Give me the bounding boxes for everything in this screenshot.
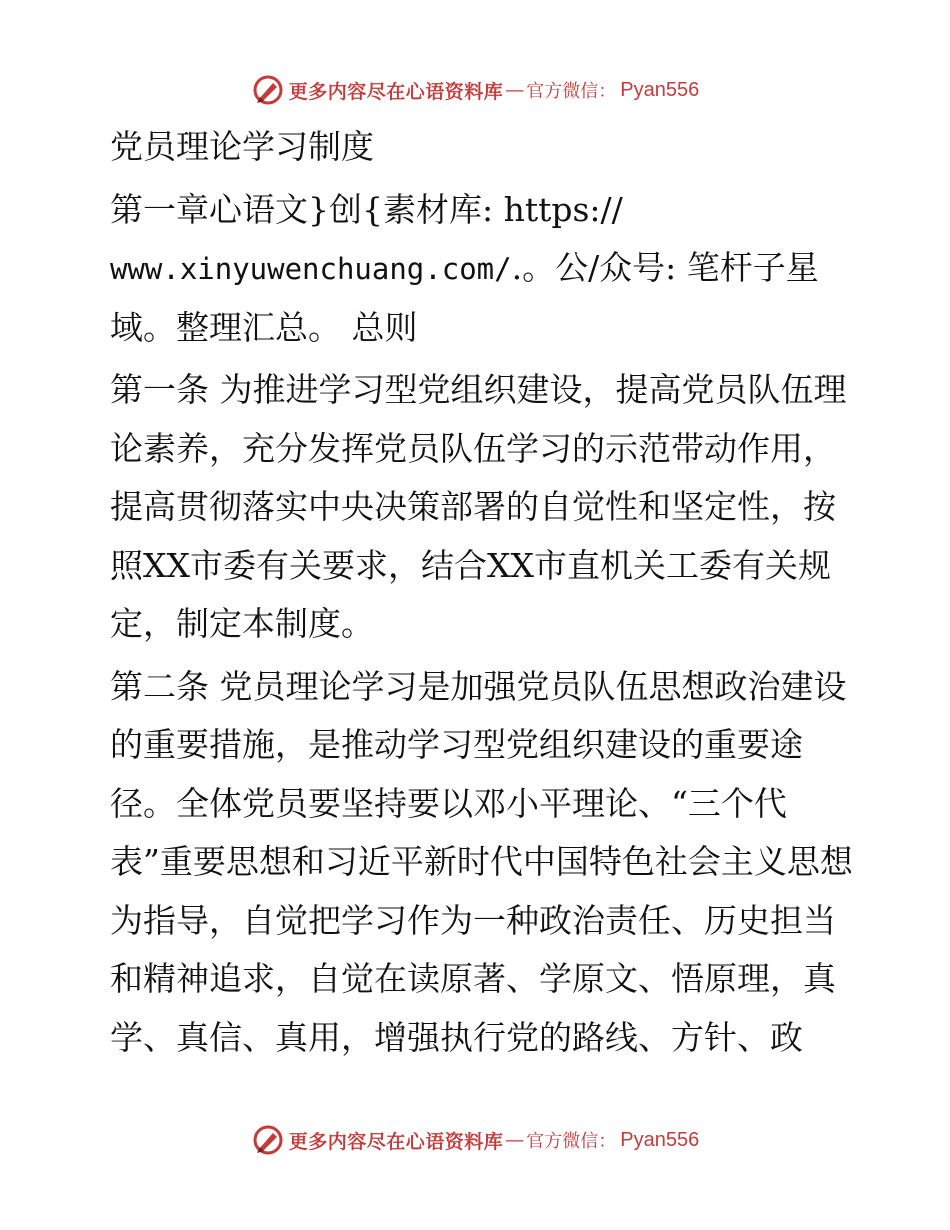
chapter-line-prefix: 第一章心语文}创{素材库: https:// [110, 189, 623, 229]
article-1: 第一条 为推进学习型党组织建设，提高党员队伍理论素养，充分发挥党员队伍学习的示范带动作用，提高贯彻落实中央决策部署的自觉性和坚定性，按照XX市委有关要求，结合XX市直机关工委有关规定，制定本制度。 [110, 370, 847, 643]
article-2: 第二条 党员理论学习是加强党员队伍思想政治建设的重要措施，是推动学习型党组织建设的重要途径。全体党员要坚持要以邓小平理论、“三个代表”重要思想和习近平新时代中国特色社会主义思想为指导，自觉把学习作为一种政治责任、历史担当和精神追求，自觉在读原著、学原文、悟原理，真学、真信、真用，增强执行党的路线、方针、政 [110, 666, 853, 1057]
pen-logo-icon [251, 1123, 285, 1157]
watermark-text: 更多内容尽在心语资料库 [288, 1130, 504, 1153]
pen-logo-icon [251, 73, 285, 107]
watermark-text: 更多内容尽在心语资料库 [288, 80, 504, 103]
watermark-wechat-label: 官方微信： [526, 81, 617, 102]
document-body [98, 118, 858, 1067]
chapter-line [98, 181, 858, 358]
watermark-banner-top [0, 70, 950, 110]
watermark-wechat-label: 官方微信： [526, 1131, 617, 1152]
document-title: 党员理论学习制度 [110, 127, 374, 166]
chapter-line-url: www.xinyuwenchuang.com/ [110, 252, 512, 286]
watermark-banner-bottom [0, 1120, 950, 1160]
watermark-dash: — [505, 1129, 525, 1151]
watermark-wechat-id: Pyan556 [620, 1128, 700, 1151]
watermark-dash: — [505, 79, 525, 101]
watermark-wechat-id: Pyan556 [620, 78, 700, 101]
chapter-line-suffix: .。公/众号: 笔杆子星域。整理汇总。 总则 [110, 248, 819, 347]
